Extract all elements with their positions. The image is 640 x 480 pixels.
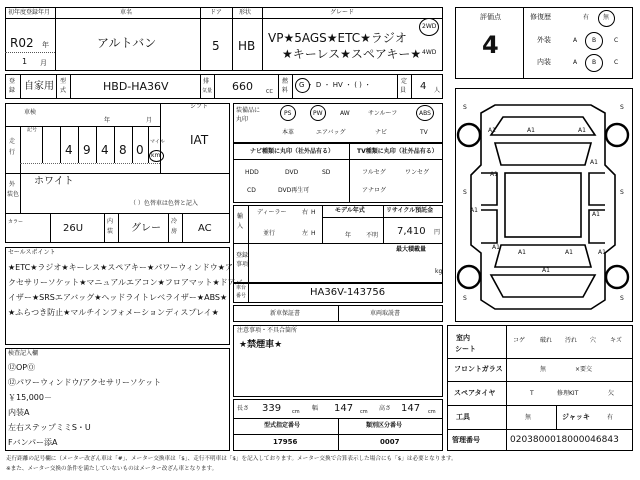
selling-line-1: ★ETC★ラジオ★キーレス★スペアキー★パワーウィンドウ★ア (8, 263, 233, 272)
exterior-a: A (573, 37, 578, 44)
inspection-month: 月 (146, 117, 153, 124)
car-name: アルトバン (97, 36, 157, 50)
import-parallel: 並行 (263, 230, 276, 237)
tools-value: 無 (525, 414, 532, 421)
chassis-label-2: 番号 (236, 293, 247, 299)
class-label: 類別区分番号 (366, 422, 403, 429)
max-load-unit: kg (435, 268, 443, 275)
equip-navi: ナビ (375, 129, 388, 136)
vehicle-manual: 車両取説書 (370, 310, 401, 317)
disp-label: 排 (203, 78, 210, 85)
mileage-digit-2: 9 (83, 143, 91, 157)
spare-tire-label: スペアタイヤ (454, 389, 496, 397)
model-label: 型 (60, 78, 67, 85)
notes-reg-label: 登録 (236, 252, 249, 259)
chassis-label: 車台 (236, 285, 247, 291)
import-label: 輸 (237, 213, 244, 220)
drive-2wd: 2WD (422, 23, 437, 30)
navi-label: ナビ種類に丸印（社外品有る） (250, 148, 335, 155)
equip-ps: PS (284, 110, 292, 117)
inspector-line-6: Fバンパー添A (8, 438, 58, 447)
model-year-label: モデル年式 (335, 207, 365, 214)
selling-line-4: ★ふらつき防止★マルチインフォメーションディスプレイ★ (8, 308, 219, 317)
dent-label-5: A1 (470, 207, 478, 214)
capacity-label-2: 員 (400, 87, 407, 94)
doors-label: ドア (210, 9, 222, 16)
inspector-notes-label: 検査記入欄 (8, 350, 39, 357)
interior-a: A (573, 59, 578, 66)
spare-tire-none: 欠 (608, 390, 615, 397)
type-cert: 17956 (273, 438, 298, 446)
dent-label-11: A1 (542, 267, 550, 274)
ac-label-2: 房 (171, 228, 178, 235)
shape: HB (238, 39, 256, 53)
capacity: 4 (420, 81, 427, 92)
sheet-ana: 穴 (590, 337, 597, 344)
disp-unit: CC (266, 89, 273, 95)
spare-tire-repair: 修理KIT (557, 390, 579, 397)
footer-line-2: ※また、メーター交換の条件を満たしていないものはメーター改ざん車となります。 (6, 466, 218, 472)
inspector-line-2: ⑫パワーウィンドウ/アクセサリーソケット (8, 378, 162, 387)
color-label: 外 (9, 181, 16, 188)
shift: IAT (190, 133, 209, 147)
selling-points-label: セールスポイント (8, 249, 56, 256)
drive-4wd: 4WD (422, 49, 437, 56)
defects-box (233, 325, 443, 397)
interior-sheet-label-2: シート (455, 345, 476, 353)
car-name-label: 車名 (120, 9, 133, 16)
inspector-line-1: ⑫OPⓄ (8, 363, 36, 372)
import-label-2: 入 (237, 223, 244, 230)
diagram-s-ml: S (463, 189, 467, 196)
tv-analog: アナログ (362, 187, 387, 194)
dent-label-10: A1 (565, 249, 573, 256)
shape-label: 形状 (239, 9, 252, 16)
import-right-h: H (311, 209, 316, 216)
inspector-line-5: 左右ステップミミS・U (8, 423, 91, 432)
new-car-warranty: 新車保証書 (270, 310, 301, 317)
sheet-yabure: 破れ (540, 337, 553, 344)
defects-label: 注意事項・不具合箇所 (237, 327, 298, 334)
navi-hdd: HDD (245, 169, 259, 176)
reg-year-label: 初年度登録年月 (8, 9, 51, 16)
mileage-digit-4: 8 (119, 143, 127, 157)
class-no: 0007 (380, 438, 400, 446)
tv-fullseg: フルセグ (362, 169, 386, 176)
reg-month: 1 (22, 57, 28, 66)
reg-era: R02 (10, 36, 34, 50)
recycle: 7,410 (397, 226, 426, 237)
mileage-digit-5: 0 (136, 143, 144, 157)
equip-leather: 本革 (282, 129, 295, 136)
tv-oneseg: ワンセグ (405, 169, 430, 176)
import-left: 左 (302, 230, 309, 237)
interior-color: グレー (131, 223, 161, 234)
interior-color-label: 内 (107, 218, 114, 225)
ac: AC (198, 223, 212, 234)
navi-dvd: DVD (285, 169, 299, 176)
dent-label-12: A1 (598, 249, 606, 256)
equipment-box (233, 103, 443, 143)
car-diagram (455, 95, 631, 317)
mgmt-label: 管理番号 (452, 436, 480, 444)
sheet-yogore: 汚れ (565, 337, 578, 344)
type-cert-label: 型式指定番号 (264, 422, 301, 429)
model: HBD-HA36V (103, 80, 169, 93)
mileage-unit-km: km (151, 152, 161, 159)
import-right: 右 (302, 209, 309, 216)
mileage-unit-mile: マイル (150, 139, 165, 145)
length: 339 (262, 403, 282, 414)
capacity-label: 定 (401, 78, 408, 85)
length-unit: cm (292, 409, 300, 415)
diagram-s-tl: S (463, 104, 467, 111)
reg-month-unit: 月 (40, 59, 47, 67)
spare-tire-t: T (530, 390, 534, 397)
model-label-2: 式 (60, 87, 67, 94)
mgmt-number: 0203800018000046843 (510, 435, 619, 445)
color-label-2: 装色 (7, 191, 20, 198)
mileage-digit-3: 4 (101, 143, 109, 157)
interior-c: C (614, 59, 619, 66)
shift-label: シフト (190, 103, 209, 110)
selling-line-3: イザー★SRSエアバッグ★ヘッドライトレベライザー★ABS★ (8, 293, 228, 302)
score: 4 (482, 31, 499, 59)
ac-label: 冷 (171, 218, 178, 225)
inspector-line-3: ￥15,000－ (8, 393, 52, 402)
height-unit: cm (428, 409, 436, 415)
inspection-year: 年 (104, 117, 111, 124)
reg-label: 登 (9, 78, 16, 85)
mileage-digit-1: 4 (65, 143, 73, 157)
color-value: ホワイト (34, 176, 74, 187)
front-glass-label: フロントガラス (454, 365, 503, 373)
inspector-line-4: 内装A (8, 408, 30, 417)
equip-tv: TV (420, 129, 428, 136)
diagram-s-mr: S (620, 189, 624, 196)
diagram-s-tr: S (620, 104, 624, 111)
model-year: 年 (345, 232, 352, 239)
recycle-unit: 円 (434, 229, 441, 236)
equip-pw: PW (313, 110, 323, 117)
interior-b: B (592, 59, 597, 66)
exterior-b: B (592, 37, 597, 44)
mileage-label: 走 (9, 138, 16, 145)
model-year-unknown: 不明 (366, 232, 379, 239)
dent-label-7: A1 (592, 211, 600, 218)
diagram-s-bl: S (463, 295, 467, 302)
sheet-kizu: キズ (610, 337, 622, 344)
use: 自家用 (24, 81, 54, 92)
disp-label-2: 気量 (202, 88, 213, 94)
import-left-h: H (311, 230, 316, 237)
displacement: 660 (232, 80, 253, 93)
sheet-koge: コゲ (513, 337, 526, 344)
color-no: 26U (63, 223, 84, 234)
selling-line-2: クセサリーソケット★マニュアルエアコン★フロアマット★ドアバ (8, 278, 243, 287)
width-unit: cm (360, 409, 368, 415)
equip-airbag: エアバッグ (316, 129, 346, 136)
interior-label: 内装 (537, 58, 551, 66)
dent-label-1: A1 (527, 127, 535, 134)
reg-label-2: 録 (9, 87, 16, 94)
fuel-label: 燃 (282, 78, 289, 85)
equip-sunroof: サンルーフ (368, 110, 398, 117)
equip-aw: AW (340, 110, 350, 117)
front-glass-value: 無 (540, 366, 547, 373)
grade-line1: VP★5AGS★ETC★ラジオ (268, 31, 407, 45)
repair-label: 修復歴 (530, 13, 551, 21)
diagram-s-br: S (620, 295, 624, 302)
exterior-c: C (614, 37, 619, 44)
navi-sd: SD (322, 169, 331, 176)
repair-yes: 有 (583, 14, 590, 21)
equip-abs: ABS (419, 110, 431, 117)
dent-label-6: A1 (590, 159, 598, 166)
jack-value: 有 (607, 414, 614, 421)
tools-label: 工具 (456, 413, 470, 421)
import-dealer: ディーラー (257, 209, 287, 216)
interior-color-label-2: 装 (107, 228, 114, 235)
length-label: 長さ (237, 405, 250, 412)
color-no-label: カラー (8, 219, 24, 225)
doors: 5 (212, 39, 220, 53)
grade-label: グレード (330, 9, 355, 16)
height: 147 (401, 403, 421, 414)
mileage-digits-label: 記号 (27, 127, 38, 133)
fuel-options: G ・ D ・ HV ・ ( ) ・ (299, 81, 372, 89)
width-label: 幅 (312, 405, 319, 412)
color-note: （ ）色替車は色替と記入 (130, 200, 198, 207)
dent-label-8: A1 (492, 244, 500, 251)
exterior-label: 外装 (537, 36, 551, 44)
inspection-label: 車検 (24, 109, 37, 116)
navi-cd: CD (247, 187, 256, 194)
repair-no: 無 (603, 14, 610, 21)
dent-label-4: A1 (490, 171, 498, 178)
capacity-unit: 人 (434, 87, 441, 94)
max-load-label: 最大積載量 (396, 246, 427, 253)
dent-label-9: A1 (518, 249, 526, 256)
fuel-label-2: 料 (282, 87, 289, 94)
recycle-label: リサイクル預託金 (386, 207, 434, 214)
equipment-label: 装備品に (236, 107, 261, 114)
footer-line-1: 走行距離の記号欄に（メーター改ざん車は「#」、メーター交換車は「$」、走行不明車は「$」を記入しております。メーター交換で合算表示した場合にも「$」は必要となります。 (6, 456, 457, 462)
grade-line2: ★キーレス★スペアキー★ (282, 47, 422, 61)
chassis: HA36V-143756 (310, 287, 386, 298)
height-label: 高さ (379, 405, 392, 412)
dent-label-2: A1 (488, 127, 496, 134)
notes-reg-label-2: 事項 (236, 261, 249, 268)
interior-sheet-label: 室内 (456, 334, 470, 342)
score-label: 評価点 (480, 13, 501, 21)
tv-label: TV種類に丸印（社外品有る） (357, 148, 438, 155)
navi-dvd-play: DVD再生可 (278, 187, 310, 194)
defects-value: ★禁煙車★ (239, 340, 283, 350)
equipment-label-2: 丸印 (236, 116, 249, 123)
dent-label-3: A1 (578, 127, 586, 134)
mileage-label-2: 行 (9, 149, 16, 156)
jack-label: ジャッキ (562, 413, 590, 421)
width: 147 (334, 403, 354, 414)
reg-year-unit: 年 (42, 41, 49, 49)
front-glass-option: ×要交 (575, 366, 593, 373)
